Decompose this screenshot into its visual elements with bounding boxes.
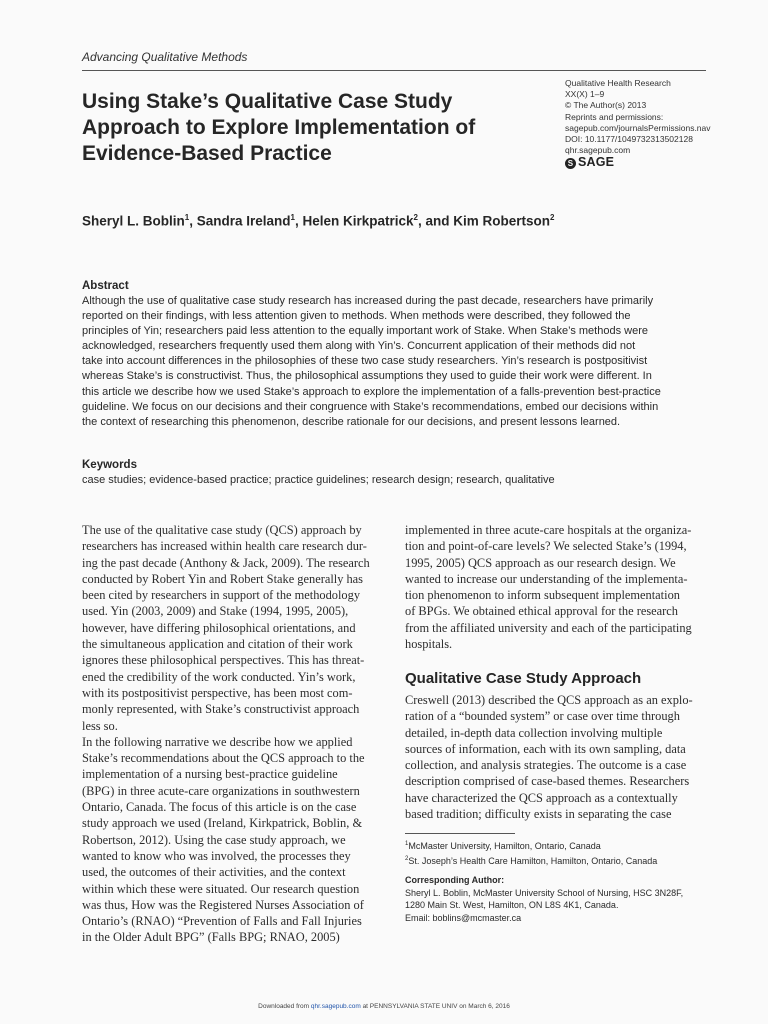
body-column-right-section	[405, 692, 710, 822]
author-list	[82, 213, 554, 229]
doi[interactable]: DOI: 10.1177/1049732313502128	[565, 134, 693, 145]
body-line: implementation of a nursing best-practice guideline	[82, 767, 338, 782]
body-line: description comprised of case-based themes. Researchers	[405, 774, 690, 789]
download-suffix: at PENNSYLVANIA STATE UNIV on March 6, 2016	[360, 1003, 510, 1010]
abstract-heading: Abstract	[82, 280, 129, 292]
body-line: with its postpositivist perspective, has been most com-	[82, 685, 353, 700]
reprints-label: Reprints and permissions:	[565, 111, 664, 122]
affiliation-2	[405, 853, 710, 868]
body-line: of BPGs. We obtained ethical approval for the research	[405, 604, 678, 619]
body-line: ration of a “bounded system” or case over time through	[405, 709, 680, 724]
author-affiliation-sup: 2	[550, 213, 555, 222]
body-line: from the affiliated university and each of the participating	[405, 620, 692, 635]
corresponding-email[interactable]: Email: boblins@mcmaster.ca	[405, 912, 522, 923]
author-affiliation-sup: 1	[184, 213, 190, 222]
abstract-line: this article we describe how we used Stake’s approach to explore the implementation of a falls-prevention best-practice	[82, 385, 661, 398]
body-line: been cited by researchers in support of the methodology	[82, 588, 361, 603]
body-line: wanted to know who was involved, the processes they	[82, 848, 351, 863]
corresponding-author-heading: Corresponding Author:	[405, 875, 505, 885]
affiliation-sup: 2	[405, 855, 409, 862]
header-rule	[82, 70, 706, 71]
abstract-line: guideline. We focus on our decisions and their congruence with Stake’s recommendations, embed our decisions within	[82, 400, 659, 413]
author-affiliation-sup: 2	[413, 213, 418, 222]
affiliation-text: McMaster University, Hamilton, Ontario, Canada	[408, 841, 601, 851]
body-line: sources of information, each with its own sampling, data	[405, 741, 686, 756]
volume-pages: XX(X) 1–9	[565, 89, 605, 100]
journal-url[interactable]: qhr.sagepub.com	[565, 145, 631, 156]
journal-link[interactable]: qhr.sagepub.com	[310, 1003, 361, 1010]
sage-logo	[565, 157, 725, 168]
permissions-link[interactable]: sagepub.com/journalsPermissions.nav	[565, 122, 711, 133]
journal-name: Qualitative Health Research	[565, 78, 671, 88]
section-heading: Qualitative Case Study Approach	[405, 670, 642, 687]
author-name: Helen Kirkpatrick	[302, 213, 414, 229]
body-line: study approach we used (Ireland, Kirkpatrick, Boblin, &	[82, 816, 363, 831]
abstract-line: reported on their findings, with less attention given to methods. When methods were described, they followed the	[82, 310, 631, 323]
body-line: In the following narrative we describe how we applied	[82, 734, 353, 749]
body-line: tion and point-of-care levels? We selected Stake’s (1994,	[405, 539, 687, 554]
body-line: within which these were situated. Our research question	[82, 881, 360, 896]
sage-logo-text: SAGE	[578, 155, 615, 170]
body-line: used, the outcomes of their activities, and the context	[82, 865, 346, 880]
author-name: Kim Robertson	[453, 213, 551, 229]
body-line: less so.	[82, 718, 118, 733]
body-line: collection, and analysis strategies. The outcome is a case	[405, 758, 687, 773]
sage-s-icon: S	[565, 158, 576, 169]
body-line: hospitals.	[405, 637, 453, 652]
corresponding-line: Sheryl L. Boblin, McMaster University School of Nursing, HSC 3N28F,	[405, 887, 684, 898]
body-line: implemented in three acute-care hospitals at the organiza-	[405, 523, 692, 537]
affiliation-sup: 1	[405, 841, 409, 847]
journal-meta	[565, 78, 725, 169]
abstract-line: the context of researching this phenomenon, describe rationale for our decisions, and present lessons learned.	[82, 415, 621, 428]
keywords-heading: Keywords	[82, 459, 137, 471]
body-line: Ontario’s (RNAO) “Prevention of Falls and Fall Injuries	[82, 914, 362, 929]
author-separator: , and	[418, 213, 454, 229]
body-column-left	[82, 522, 388, 946]
body-line: Robertson, 2012). Using the case study approach, we	[82, 832, 346, 847]
body-line: conducted by Robert Yin and Robert Stake generally has	[82, 571, 364, 586]
body-line: the simultaneous application and citation of their work	[82, 637, 353, 652]
affiliation-text: St. Joseph’s Health Care Hamilton, Hamilton, Ontario, Canada	[408, 855, 658, 866]
author-separator: ,	[189, 213, 197, 229]
author-name: Sheryl L. Boblin	[82, 213, 185, 229]
abstract-line: Although the use of qualitative case study research has increased during the past decade, researchers have primarily	[82, 295, 654, 307]
body-line: Stake’s recommendations about the QCS approach to the	[82, 751, 365, 766]
download-prefix: Downloaded from	[258, 1003, 311, 1010]
body-line: monly represented, with Stake’s constructivist approach	[82, 702, 360, 717]
footnote-rule	[405, 833, 515, 834]
keywords-list: case studies; evidence-based practice; practice guidelines; research design; research, qualitative	[82, 474, 555, 486]
body-line: researchers has increased within health care research dur-	[82, 539, 367, 554]
body-column-right-top	[405, 522, 710, 652]
corresponding-line: 1280 Main St. West, Hamilton, ON L8S 4K1, Canada.	[405, 900, 619, 910]
body-line: was thus, How was the Registered Nurses Association of	[82, 897, 364, 912]
body-line: (BPG) in three acute-care organizations in southwestern	[82, 783, 360, 798]
journal-section-tag: Advancing Qualitative Methods	[82, 50, 248, 64]
abstract-line: take into account differences in the philosophies of these two case study researchers. Yin’s research is postpositivist	[82, 355, 648, 368]
author-affiliation-sup: 1	[290, 213, 295, 222]
article-title: Using Stake’s Qualitative Case Study Approach to Explore Implementation of Evidence-Based Practice	[82, 90, 476, 165]
abstract-line: principles of Yin; researchers paid less attention to the equally important work of Stake. When Stake’s methods were	[82, 325, 648, 338]
body-line: based tradition; difficulty exists in separating the case	[405, 807, 672, 822]
author-separator: ,	[294, 213, 303, 229]
body-line: ened the credibility of the work conducted. Yin’s work,	[82, 669, 356, 684]
body-line: ignores these philosophical perspectives. This has threat-	[82, 653, 365, 668]
body-line: detailed, in-depth data collection involving multiple	[405, 725, 663, 740]
download-note	[0, 1003, 768, 1010]
body-line: have characterized the QCS approach as a contextually	[405, 790, 678, 805]
copyright: © The Author(s) 2013	[565, 100, 647, 111]
body-line: The use of the qualitative case study (QCS) approach by	[82, 523, 362, 537]
body-line: 1995, 2005) QCS approach as our research design. We	[405, 555, 676, 570]
author-name: Sandra Ireland	[196, 213, 291, 229]
affiliation-1	[405, 838, 710, 853]
body-line: Ontario, Canada. The focus of this article is on the case	[82, 800, 357, 815]
footnotes	[405, 838, 710, 924]
abstract-body	[82, 294, 707, 430]
body-line: tion phenomenon to inform subsequent implementation	[405, 588, 680, 603]
abstract-line: whereas Stake’s is constructivist. Thus, the philosophical assumptions they used to guide their work were different. In	[82, 370, 652, 383]
body-line: Creswell (2013) described the QCS approach as an explo-	[405, 693, 693, 707]
body-line: wanted to increase our understanding of the implementa-	[405, 571, 688, 586]
body-line: used. Yin (2003, 2009) and Stake (1994, 1995, 2005),	[82, 604, 349, 619]
body-line: ing the past decade (Anthony & Jack, 2009). The research	[82, 555, 370, 570]
abstract-line: acknowledged, researchers frequently used them along with Yin’s. Concurrent application of their methods did not	[82, 340, 636, 353]
body-line: however, have differing philosophical orientations, and	[82, 620, 356, 635]
body-line: in the Older Adult BPG” (Falls BPG; RNAO, 2005)	[82, 930, 340, 945]
